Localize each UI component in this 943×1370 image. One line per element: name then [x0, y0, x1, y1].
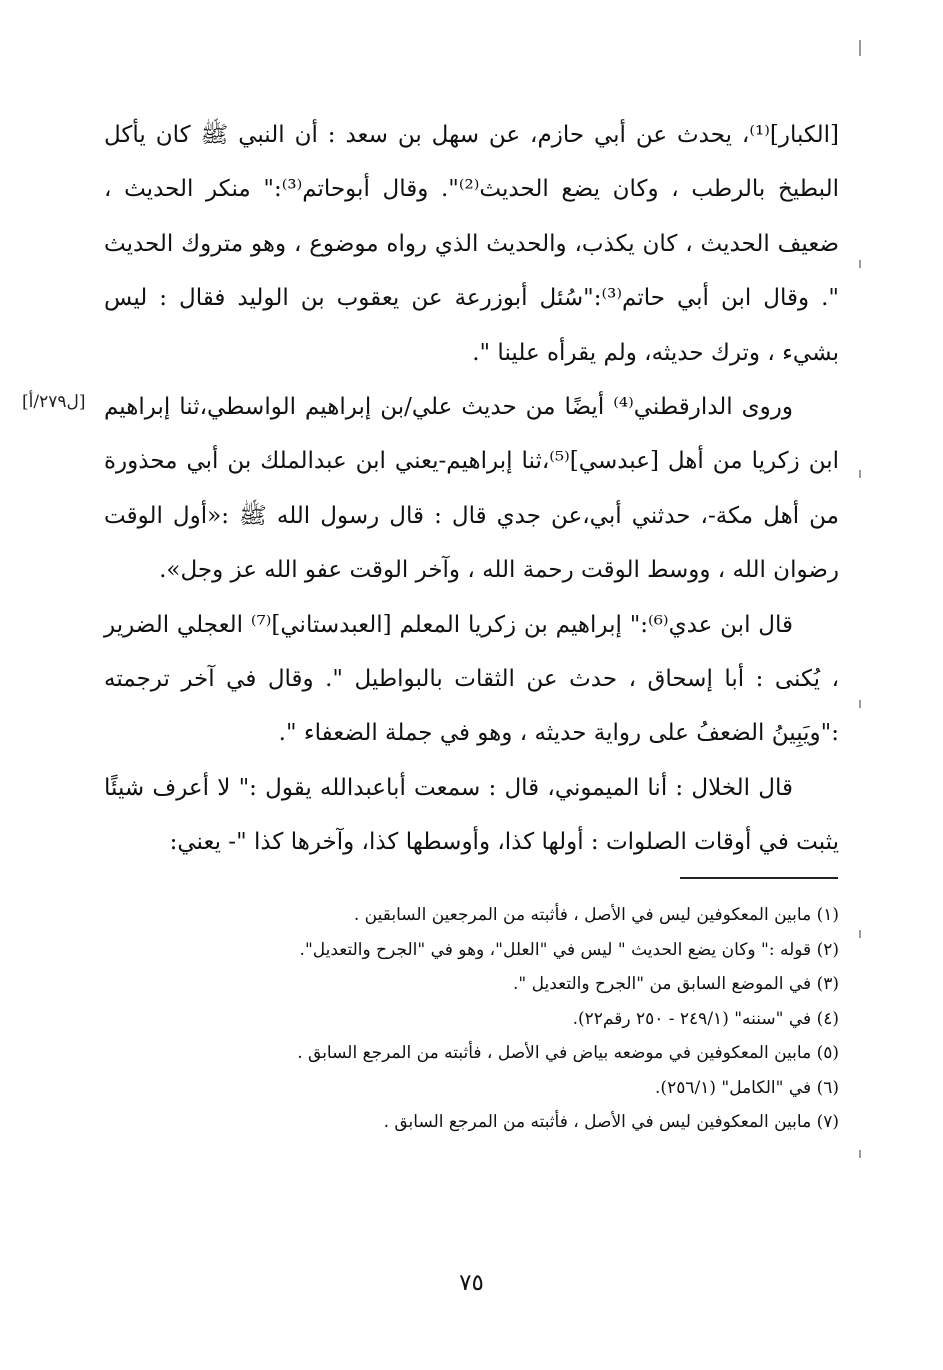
scan-edge-mark — [859, 470, 861, 478]
paragraph: قال ابن عدي⁽⁶⁾:" إبراهيم بن زكريا المعلم [العبدستاني]⁽⁷⁾ العجلي الضرير ، يُكنى : أبا إسحاق ، حدث عن الثقات بالبواطيل ". وقال في آخر ترجمته :"ويَبِينُ الضعفُ على رواية حديثه ، وهو في جملة الضعفاء ". — [104, 611, 839, 747]
main-text — [104, 108, 839, 870]
footnote: (٥) مابين المعكوفين في موضعه بياض في الأصل ، فأثبته من المرجع السابق . — [297, 1043, 839, 1063]
scan-edge-mark — [859, 1150, 861, 1158]
footnote-separator — [680, 877, 838, 879]
paragraph: [الكبار]⁽¹⁾، يحدث عن أبي حازم، عن سهل بن سعد : أن النبي ﷺ كان يأكل البطيخ بالرطب ، وكان يضع الحديث⁽²⁾". وقال أبوحاتم⁽³⁾:" منكر الحديث ، ضعيف الحديث ، كان يكذب، والحديث الذي رواه موضوع ، وهو متروك الحديث ". وقال ابن أبي حاتم⁽³⁾:"سُئل أبوزرعة عن يعقوب بن الوليد فقال : ليس بشيء ، وترك حديثه، ولم يقرأه علينا ". — [104, 122, 839, 366]
manuscript-folio-note: [ل٢٧٩/أ] — [22, 392, 86, 412]
footnote: (٦) في "الكامل" (٢٥٦/١). — [655, 1077, 839, 1098]
footnotes — [104, 898, 839, 1140]
footnote: (٢) قوله :" وكان يضع الحديث " ليس في "العلل"، وهو في "الجرح والتعديل". — [299, 939, 839, 960]
footnote: (١) مابين المعكوفين ليس في الأصل ، فأثبته من المرجعين السابقين . — [353, 905, 839, 925]
page-number: ٧٥ — [459, 1270, 484, 1296]
paragraph: وروى الدارقطني⁽⁴⁾ أيضًا من حديث علي/بن إبراهيم الواسطي،ثنا إبراهيم ابن زكريا من أهل [عبدسي]⁽⁵⁾،ثنا إبراهيم-يعني ابن عبدالملك بن أبي محذورة من أهل مكة-، حدثني أبي،عن جدي قال : قال رسول الله ﷺ :«أول الوقت رضوان الله ، ووسط الوقت رحمة الله ، وآخر الوقت عفو الله عز وجل». — [104, 394, 839, 584]
scan-edge-mark — [859, 700, 861, 708]
scan-edge-mark — [859, 930, 861, 938]
scan-edge-mark — [859, 40, 861, 56]
footnote: (٤) في "سننه" (٢٤٩/١ - ٢٥٠ رقم٢٢). — [572, 1008, 839, 1029]
footnote: (٧) مابين المعكوفين ليس في الأصل ، فأثبته من المرجع السابق . — [383, 1112, 839, 1132]
scan-edge-mark — [859, 260, 861, 268]
paragraph: قال الخلال : أنا الميموني، قال : سمعت أباعبدالله يقول :" لا أعرف شيئًا يثبت في أوقات الصلوات : أولها كذا، وأوسطها كذا، وآخرها كذا "- يعني: — [104, 774, 839, 856]
footnote: (٣) في الموضع السابق من "الجرح والتعديل ". — [513, 974, 839, 994]
